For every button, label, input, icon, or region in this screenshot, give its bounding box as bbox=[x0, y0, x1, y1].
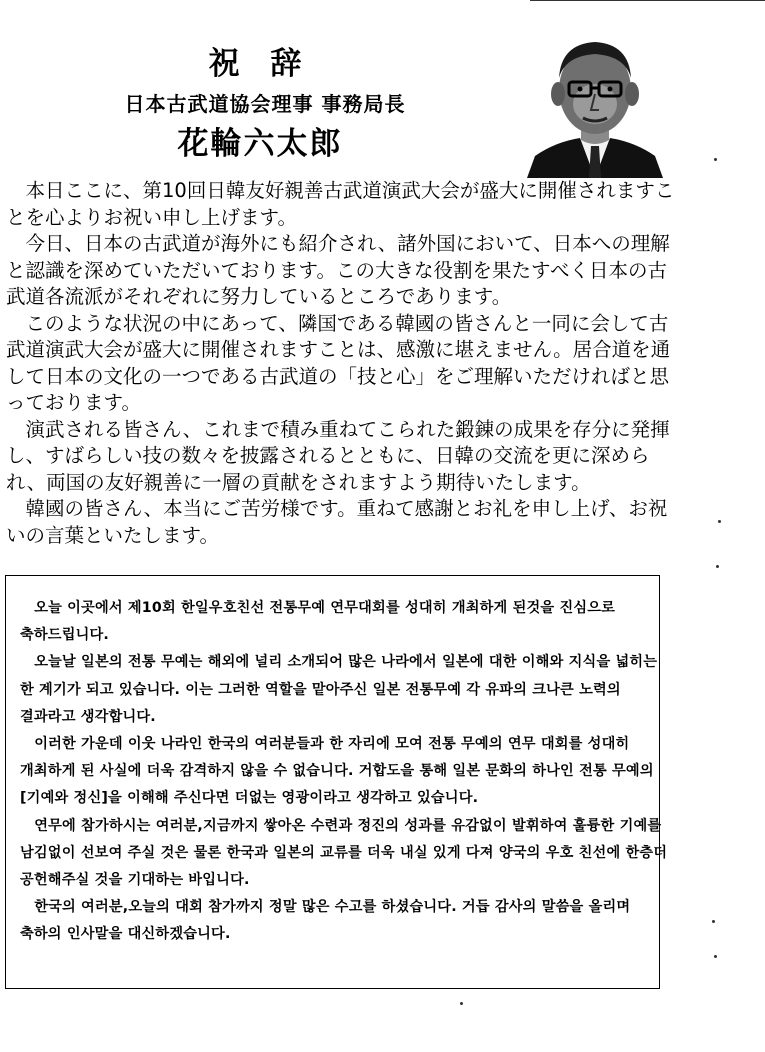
japanese-paragraph: 韓國の皆さん、本当にご苦労様です。重ねて感謝とお礼を申し上げ、お祝いの言葉といたします。 bbox=[6, 497, 668, 547]
korean-paragraph: 이러한 가운데 이웃 나라인 한국의 여러분들과 한 자리에 모여 전통 무예의 연무 대회를 성대히 개최하게 된 사실에 더욱 감격하지 않을 수 없습니다. 거합도을 통해 일본 문화의 하나인 전통 무예의 [기예와 정신]을 이해해 주신다면 더없는 영광이라고 생각하고 있습니다. bbox=[20, 736, 654, 807]
scan-speck bbox=[714, 158, 717, 161]
author-name: 花輪六太郎 bbox=[177, 126, 343, 162]
page-title: 祝 辞 bbox=[208, 46, 312, 82]
header bbox=[0, 0, 765, 180]
scan-speck bbox=[716, 565, 719, 568]
scan-speck bbox=[714, 955, 717, 958]
japanese-paragraph: 今日、日本の古武道が海外にも紹介され、諸外国において、日本への理解と認識を深めていただいております。この大きな役割を果たすべく日本の古武道各流派がそれぞれに努力しているところであります。 bbox=[6, 232, 670, 308]
scan-speck bbox=[460, 1002, 463, 1005]
japanese-message bbox=[6, 178, 686, 549]
scan-speck bbox=[718, 520, 721, 523]
korean-message-box bbox=[5, 575, 668, 989]
japanese-paragraph: 本日ここに、第10回日韓友好親善古武道演武大会が盛大に開催されますことを心よりお祝い申し上げます。 bbox=[6, 179, 675, 229]
korean-paragraph: 오늘날 일본의 전통 무예는 해외에 널리 소개되어 많은 나라에서 일본에 대한 이해와 지식을 넓히는 한 계기가 되고 있습니다. 이는 그러한 역할을 맡아주신 일본 전통무예 각 유파의 크나큰 노력의 결과라고 생각합니다. bbox=[20, 654, 658, 725]
japanese-paragraph: このような状況の中にあって、隣国である韓國の皆さんと一同に会して古武道演武大会が盛大に開催されますことは、感激に堪えません。居合道を通して日本の文化の一つである古武道の「技と心」をご理解いただければと思っております。 bbox=[6, 311, 671, 414]
scan-speck bbox=[712, 920, 715, 923]
korean-paragraph: 오늘 이곳에서 제10회 한일우호친선 전통무예 연무대회를 성대히 개최하게 된것을 진심으로 축하드립니다. bbox=[20, 600, 616, 644]
author-affiliation: 日本古武道協会理事 事務局長 bbox=[124, 92, 406, 116]
portrait-photo-icon bbox=[525, 30, 665, 178]
korean-paragraph: 연무에 참가하시는 여러분,지금까지 쌓아온 수련과 정진의 성과를 유감없이 발휘하여 훌륭한 기예를 남김없이 선보여 주실 것은 물론 한국과 일본의 교류를 더욱 내실 있게 다져 양국의 우호 친선에 한층더 공헌해주실 것을 기대하는 바입니다. bbox=[20, 817, 668, 889]
korean-message bbox=[20, 595, 670, 949]
japanese-paragraph: 演武される皆さん、これまで積み重ねてこられた鍛錬の成果を存分に発揮し、すばらしい技の数々を披露されるとともに、日韓の交流を更に深められ、両国の友好親善に一層の貢献をされますよう期待いたします。 bbox=[6, 417, 670, 494]
korean-paragraph: 한국의 여러분,오늘의 대회 참가까지 정말 많은 수고를 하셨습니다. 거듭 감사의 말씀을 올리며 축하의 인사말을 대신하겠습니다. bbox=[20, 899, 631, 943]
